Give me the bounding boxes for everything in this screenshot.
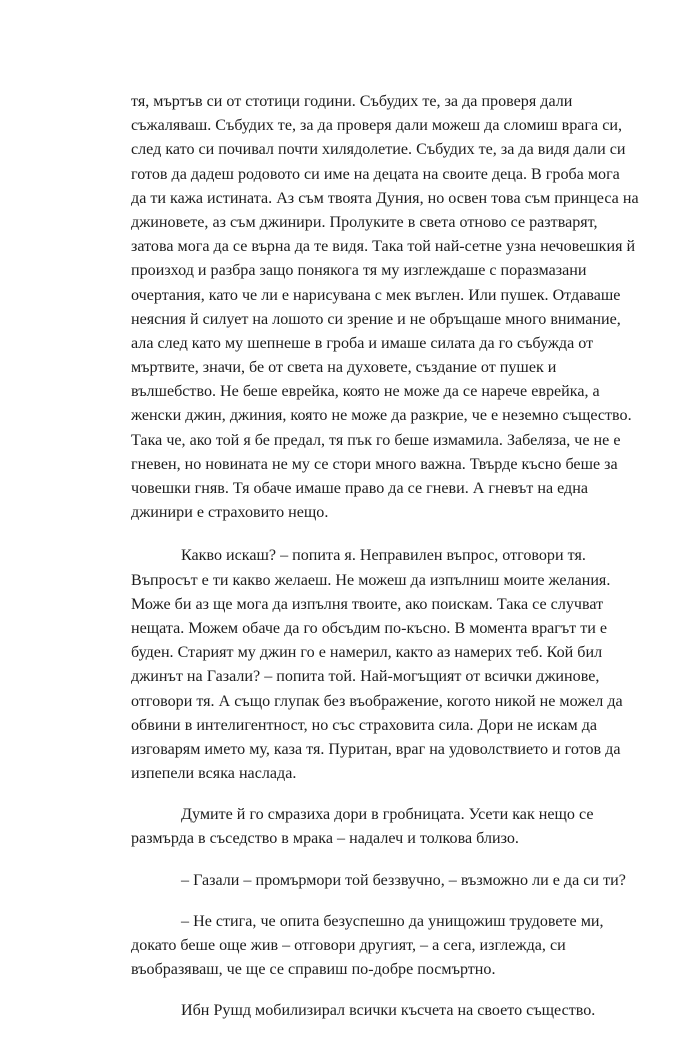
text-line: буден. Старият му джин го е намерил, както аз намерих теб. Кой бил [131,644,603,662]
text-line: женски джин, джиния, която не може да разкрие, че е неземно същество. [131,407,632,425]
text-line: джинири е страховито нещо. [131,504,329,522]
text-line: нещата. Можем обаче да го обсъдим по-късно. В момента врагът ти е [131,619,608,637]
text-line: Думите й го смразиха дори в гробницата. Усети как нещо се [181,806,594,824]
text-line: очертания, като че ли е нарисувана с мек въглен. Или пушек. Отдаваше [131,286,621,304]
text-line: гневен, но новината не му се стори много важна. Твърде късно беше за [131,455,618,473]
paragraph-3 [131,803,594,851]
text-line: въобразяваш, че ще се справиш по-добре посмъртно. [131,961,496,979]
paragraph-5 [131,910,604,983]
text-line: обвини в интелигентност, но със страховита сила. Дори не искам да [131,716,598,734]
paragraph-1 [131,90,639,525]
text-line: джиновете, аз съм джинири. Пролуките в света отново се разтварят, [131,213,598,231]
text-line: тя, мъртъв си от стотици години. Събудих те, за да проверя дали [131,93,573,110]
text-line: – Не стига, че опита безуспешно да унищожиш трудовете ми, [181,912,604,930]
text-line: изпепели всяка наслада. [131,765,297,783]
text-line: джинът на Газали? – попита той. Най-могъщият от всички джинове, [131,668,600,686]
text-line: произход и разбра защо понякога тя му изглеждаше с поразмазани [131,262,587,280]
text-line: да ти кажа истината. Аз съм твоята Дуния, но освен това съм принцеса на [131,189,639,207]
text-line: мъртвите, значи, бе от света на духовете, създание от пушек и [131,359,557,377]
text-line: ала след като му шепнеше в гроба и имаше силата да го събужда от [131,334,594,352]
text-line: изговарям името му, каза тя. Пуритан, враг на удоволствието и готов да [131,740,621,758]
text-line: неясния й силует на лошото си зрение и не обръщаше много внимание, [131,310,621,328]
text-line: съжаляваш. Събудих те, за да проверя дали можеш да сломиш врага си, [131,117,622,135]
text-line: след като си почивал почти хилядолетие. Събудих те, за да видя дали си [131,141,626,159]
text-line: Ибн Рушд мобилизирал всички късчета на своето същество. [181,1002,596,1020]
text-line: готов да дадеш родовото си име на децата на своите деца. В гроба мога [131,165,620,183]
text-line: отговори тя. А също глупак без въображение, когото никой не можел да [131,692,623,710]
text-line: докато беше още жив – отговори другият, – а сега, изглежда, си [131,937,566,954]
text-line: човешки гняв. Тя обаче имаше право да се гневи. А гневът на една [131,480,588,497]
paragraph-6 [131,999,596,1023]
paragraph-2 [131,544,623,786]
text-line: Въпросът е ти какво желаеш. Не можеш да изпълниш моите желания. [131,571,611,589]
page-text [131,90,639,1041]
text-line: размърда в съседство в мрака – надалеч и толкова близо. [131,830,519,848]
text-line: – Газали – промърмори той беззвучно, – възможно ли е да си ти? [181,871,626,889]
text-line: Може би аз ще мога да изпълня твоите, ако поискам. Така се случват [131,595,604,613]
text-line: затова мога да се върна да те видя. Така той най-сетне узна нечовешкия й [131,238,636,256]
text-line: вълшебство. Не беше еврейка, която не може да се нарече еврейка, а [131,383,600,401]
paragraph-4 [131,869,626,893]
text-line: Така че, ако той я бе предал, тя пък го беше измамила. Забеляза, че не е [131,431,621,449]
text-line: Какво искаш? – попита я. Неправилен въпрос, отговори тя. [181,547,586,565]
